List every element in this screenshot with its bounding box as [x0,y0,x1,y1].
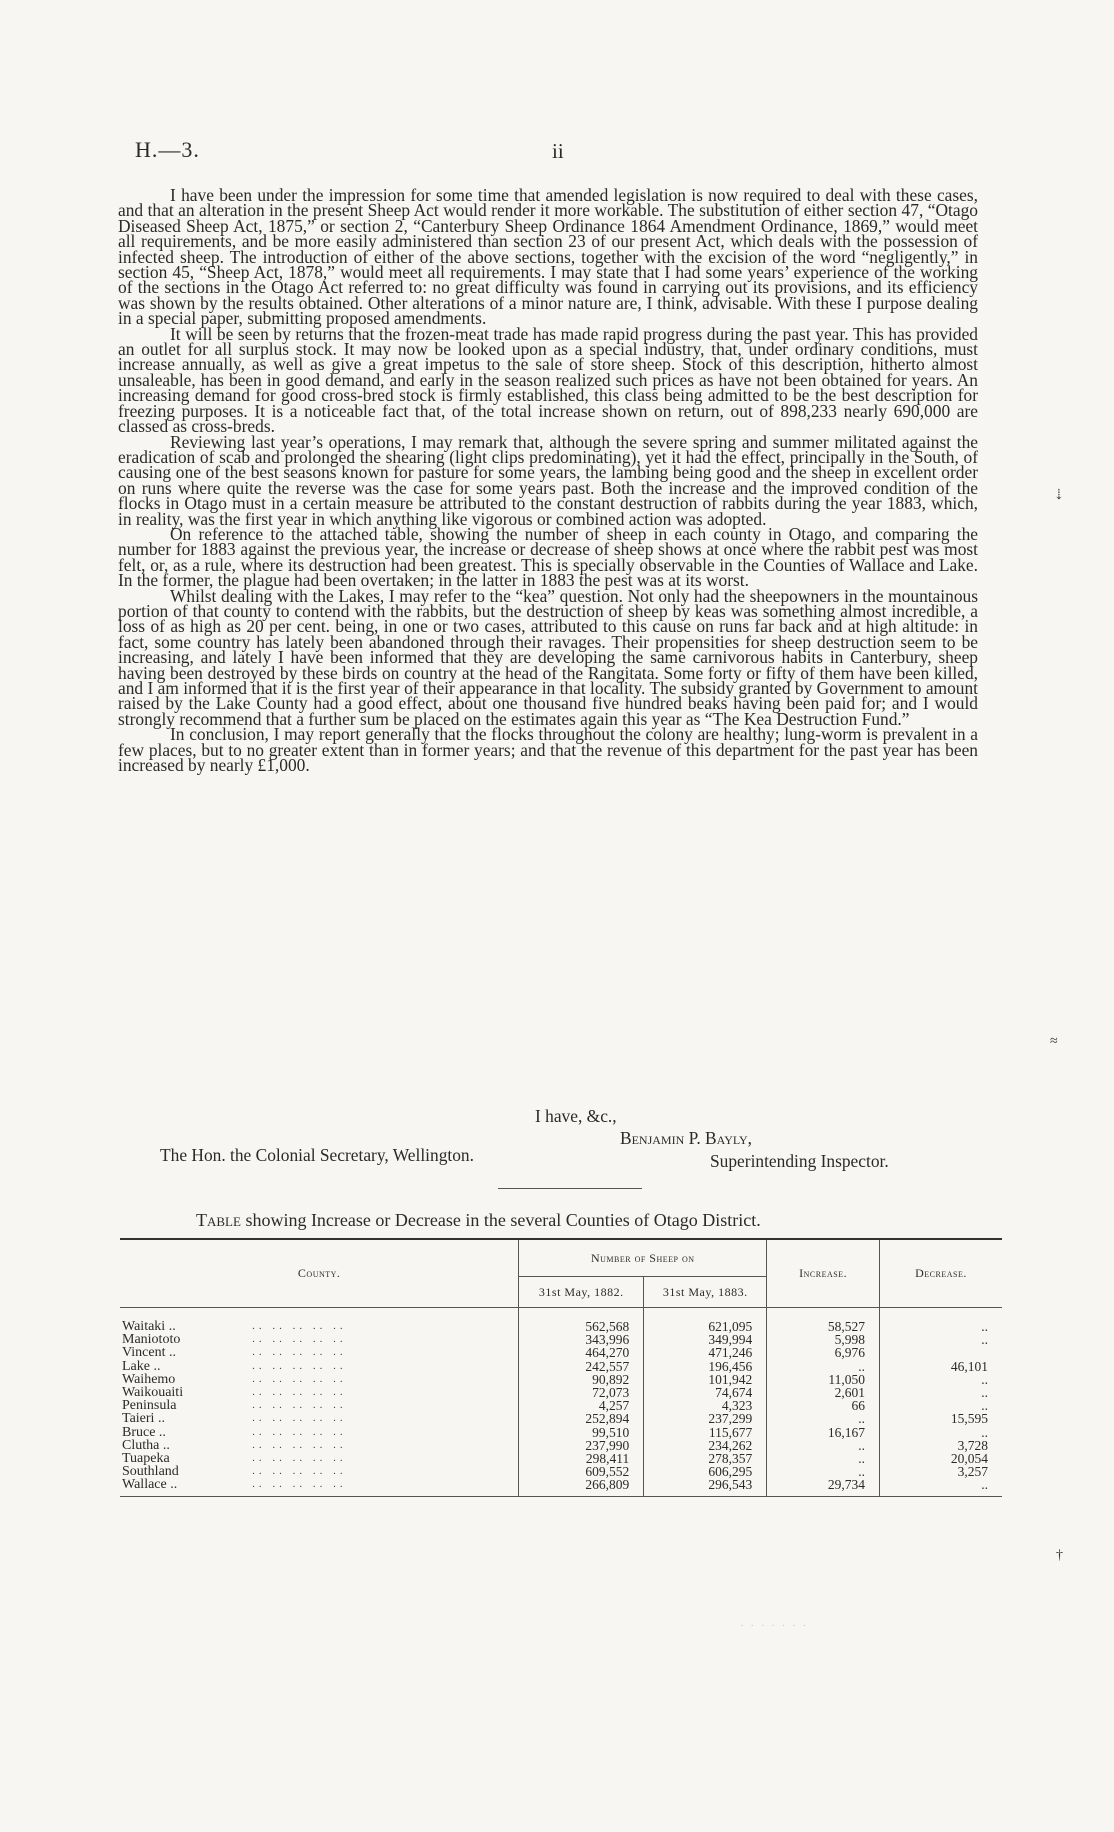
increase-cell: .. [767,1360,880,1373]
sheep-1882-cell: 266,809 [519,1478,644,1491]
increase-cell: 2,601 [767,1386,880,1399]
header-increase: Increase. [767,1239,880,1308]
sheep-1883-cell: 4,323 [644,1399,767,1412]
leader-dots: .. .. .. .. .. [252,1425,347,1438]
sheep-1882-cell: 252,894 [519,1412,644,1425]
margin-mark: ≈ [1050,1034,1058,1049]
table-title-caps: Table [196,1210,241,1230]
leader-dots: .. .. .. .. .. [252,1452,347,1465]
leader-dots: .. .. .. .. .. [252,1412,347,1425]
sheep-1883-cell: 471,246 [644,1346,767,1359]
sheep-1883-cell: 115,677 [644,1426,767,1439]
county-cell: Bruce .. [122,1424,166,1440]
sheep-1882-cell: 562,568 [519,1320,644,1333]
header-decrease: Decrease. [880,1239,1003,1308]
paragraph: In conclusion, I may report generally that the flocks throughout the colony are healthy; lung-worm is prevalent in a few places, but to no greater extent than in former years; and that the revenue of this department for the past year has been increased by nearly £1,000. [118,724,978,776]
header-number-group: Number of Sheep on [519,1239,767,1277]
table-body [120,1308,1002,1497]
decrease-cell: .. [880,1333,1003,1346]
decrease-cell: 20,054 [880,1452,1003,1465]
sheep-1883-cell: 234,262 [644,1439,767,1452]
page-number: ii [552,139,564,163]
leader-dots: .. .. .. .. .. [252,1359,347,1372]
county-cell: Wallace .. [122,1477,178,1493]
sheep-1883-cell: 237,299 [644,1412,767,1425]
sheep-1882-cell: 72,073 [519,1386,644,1399]
decrease-cell: 46,101 [880,1360,1003,1373]
table-row [120,1346,1002,1359]
leader-dots: .. .. .. .. .. [252,1346,347,1359]
sheep-1882-cell: 4,257 [519,1399,644,1412]
increase-cell: 16,167 [767,1426,880,1439]
county-cell: Waihemo [122,1371,176,1387]
paragraph: I have been under the impression for some time that amended legislation is now required to deal with these cases, and that an alteration in the present Sheep Act would render it more workable. The substitution of either section 47, “Otago Diseased Sheep Act, 1875,” or section 2, “Canterbury Sheep Ordinance 1864 Amendment Ordinance, 1869,” would meet all requirements, and be more easily administered than section 23 of our present Act, which deals with the possession of infected sheep. The introduction of either of the above sections, together with the excision of the word “negligently,” in section 45, “Sheep Act, 1878,” would meet all requirements. I may state that I had some years’ experience of the working of the sections in the Otago Act referred to: no great difficulty was found in carrying out its provisions, and its efficiency was shown by the results obtained. Other alterations of a minor nature are, I think, advisable. With these I purpose dealing in a special paper, submitting proposed amendments. [118,185,978,329]
sheep-1883-cell: 296,543 [644,1478,767,1491]
sheep-1883-cell: 349,994 [644,1333,767,1346]
increase-cell: .. [767,1439,880,1452]
leader-dots: .. .. .. .. .. [252,1386,347,1399]
leader-dots: .. .. .. .. .. [252,1333,347,1346]
paragraph: It will be seen by returns that the frozen-meat trade has made rapid progress during the past year. This has provided an outlet for all surplus stock. It may now be looked upon as a special industry, that, under ordinary conditions, must increase annually, as well as give a great impetus to the sale of store sheep. Stock of this description, hitherto almost unsaleable, has been in good demand, and early in the season realized such prices as have not been obtained for years. An increasing demand for good cross-bred stock is firmly established, this class being admitted to be the best description for freezing purposes. It is a noticeable fact that, of the total increase shown on return, out of 898,233 nearly 690,000 are classed as cross-breds. [118,323,978,437]
table-row [120,1412,1002,1425]
sheep-1882-cell: 343,996 [519,1333,644,1346]
sheep-1882-cell: 242,557 [519,1360,644,1373]
sheep-table [120,1238,1002,1497]
table-row [120,1439,1002,1452]
sheep-1883-cell: 101,942 [644,1373,767,1386]
table-row [120,1333,1002,1346]
increase-cell: 66 [767,1399,880,1412]
table-row [120,1360,1002,1373]
county-cell: Lake .. [122,1358,161,1374]
sheep-1883-cell: 606,295 [644,1465,767,1478]
county-cell: Taieri .. [122,1411,165,1427]
sheep-1882-cell: 99,510 [519,1426,644,1439]
table-row [120,1465,1002,1478]
table-row [120,1452,1002,1465]
table-row [120,1399,1002,1412]
table-row [120,1373,1002,1386]
decrease-cell: .. [880,1399,1003,1412]
header-1882: 31st May, 1882. [519,1277,644,1308]
leader-dots: .. .. .. .. .. [252,1478,347,1491]
header-county: County. [120,1239,519,1308]
leader-dots: .. .. .. .. .. [252,1399,347,1412]
section-divider [498,1188,642,1189]
decrease-cell: 3,728 [880,1439,1003,1452]
leader-dots: .. .. .. .. .. [252,1438,347,1451]
table-row [120,1386,1002,1399]
decrease-cell: .. [880,1320,1003,1333]
margin-mark: ⇣ [1053,488,1065,503]
county-cell: Vincent .. [122,1345,176,1361]
increase-cell: .. [767,1452,880,1465]
sheep-1882-cell: 237,990 [519,1439,644,1452]
leader-dots: .. .. .. .. .. [252,1372,347,1385]
sheep-1883-cell: 196,456 [644,1360,767,1373]
leader-dots: .. .. .. .. .. [252,1465,347,1478]
sheep-1883-cell: 621,095 [644,1320,767,1333]
page-reference: H.—3. [135,137,200,162]
sheep-1882-cell: 298,411 [519,1452,644,1465]
county-cell: Waikouaiti [122,1385,184,1401]
sheep-1882-cell: 609,552 [519,1465,644,1478]
increase-cell: 6,976 [767,1346,880,1359]
margin-mark: † [1056,1548,1063,1563]
paragraph: On reference to the attached table, showing the number of sheep in each county in Otago, and comparing the number for 1883 against the previous year, the increase or decrease of sheep shows at once where the rabbit pest was most felt, or, as a rule, where its destruction had been greatest. This is specially observable in the Counties of Wallace and Lake. In the former, the plague had been overtaken; in the latter in 1883 the pest was at its worst. [118,523,978,591]
county-cell: Maniototo [122,1332,181,1348]
paragraph: Whilst dealing with the Lakes, I may refer to the “kea” question. Not only had the sheepowners in the mountainous portion of that county to contend with the rabbits, but the destruction of sheep by keas was something almost incredible, a loss of as high as 20 per cent. being, in one or two cases, attributed to this cause on runs far back and at high altitude: in fact, some country has lately been abandoned through their ravages. Their propensities for sheep destruction seem to be increasing, and lately I have been informed that they are developing the same carnivorous habits in Canterbury, sheep having been destroyed by these birds on country at the head of the Rangitata. Some forty or fifty of them have been killed, and I am informed that it is the first year of their appearance in that locality. The subsidy granted by Government to amount raised by the Lake County had a good effect, about one thousand five hundred beaks having been paid for; and I would strongly recommend that a further sum be placed on the estimates again this year as “The Kea Destruction Fund.” [118,585,978,729]
decrease-cell [880,1346,1003,1359]
increase-cell: 11,050 [767,1373,880,1386]
letter-body [118,185,978,776]
sheep-1883-cell: 74,674 [644,1386,767,1399]
table-title-rest: showing Increase or Decrease in the several Counties of Otago District. [240,1210,761,1230]
sheep-1883-cell: 278,357 [644,1452,767,1465]
county-cell: Tuapeka [122,1451,170,1467]
signer-name: Benjamin P. Bayly, [620,1128,753,1148]
decrease-cell: .. [880,1373,1003,1386]
county-cell: Waitaki .. [122,1319,176,1334]
paper-smudge: · · · · · · · [740,1620,809,1632]
county-cell: Peninsula [122,1398,177,1414]
signer-title: Superintending Inspector. [710,1151,889,1171]
paragraph: Reviewing last year’s operations, I may remark that, although the severe spring and summer militated against the eradication of scab and prolonged the shearing (light clips predominating), yet it had the effect, principally in the South, of causing one of the best seasons known for pasture for some years, the lambing being good and the sheep in excellent order on runs where quite the reverse was the case for some years past. Both the increase and the improved condition of the flocks in Otago must in a certain measure be attributed to the constant destruction of rabbits during the year 1883, which, in reality, was the first year in which anything like vigorous or combined action was adopted. [118,431,978,529]
table-title [196,1210,761,1231]
sheep-1882-cell: 90,892 [519,1373,644,1386]
decrease-cell: .. [880,1386,1003,1399]
sheep-1882-cell: 464,270 [519,1346,644,1359]
table-row [120,1320,1002,1333]
decrease-cell: .. [880,1478,1003,1491]
increase-cell: 29,734 [767,1478,880,1491]
increase-cell: .. [767,1412,880,1425]
header-1883: 31st May, 1883. [644,1277,767,1308]
decrease-cell: .. [880,1426,1003,1439]
closing-salutation: I have, &c., [535,1106,617,1126]
county-cell: Clutha .. [122,1437,170,1453]
table-row [120,1426,1002,1439]
increase-cell: 5,998 [767,1333,880,1346]
county-cell: Southland [122,1464,179,1480]
decrease-cell: 15,595 [880,1412,1003,1425]
increase-cell: .. [767,1465,880,1478]
table-row [120,1478,1002,1491]
addressee: The Hon. the Colonial Secretary, Wellington. [160,1145,474,1165]
increase-cell: 58,527 [767,1320,880,1333]
leader-dots: .. .. .. .. .. [252,1320,347,1332]
decrease-cell: 3,257 [880,1465,1003,1478]
